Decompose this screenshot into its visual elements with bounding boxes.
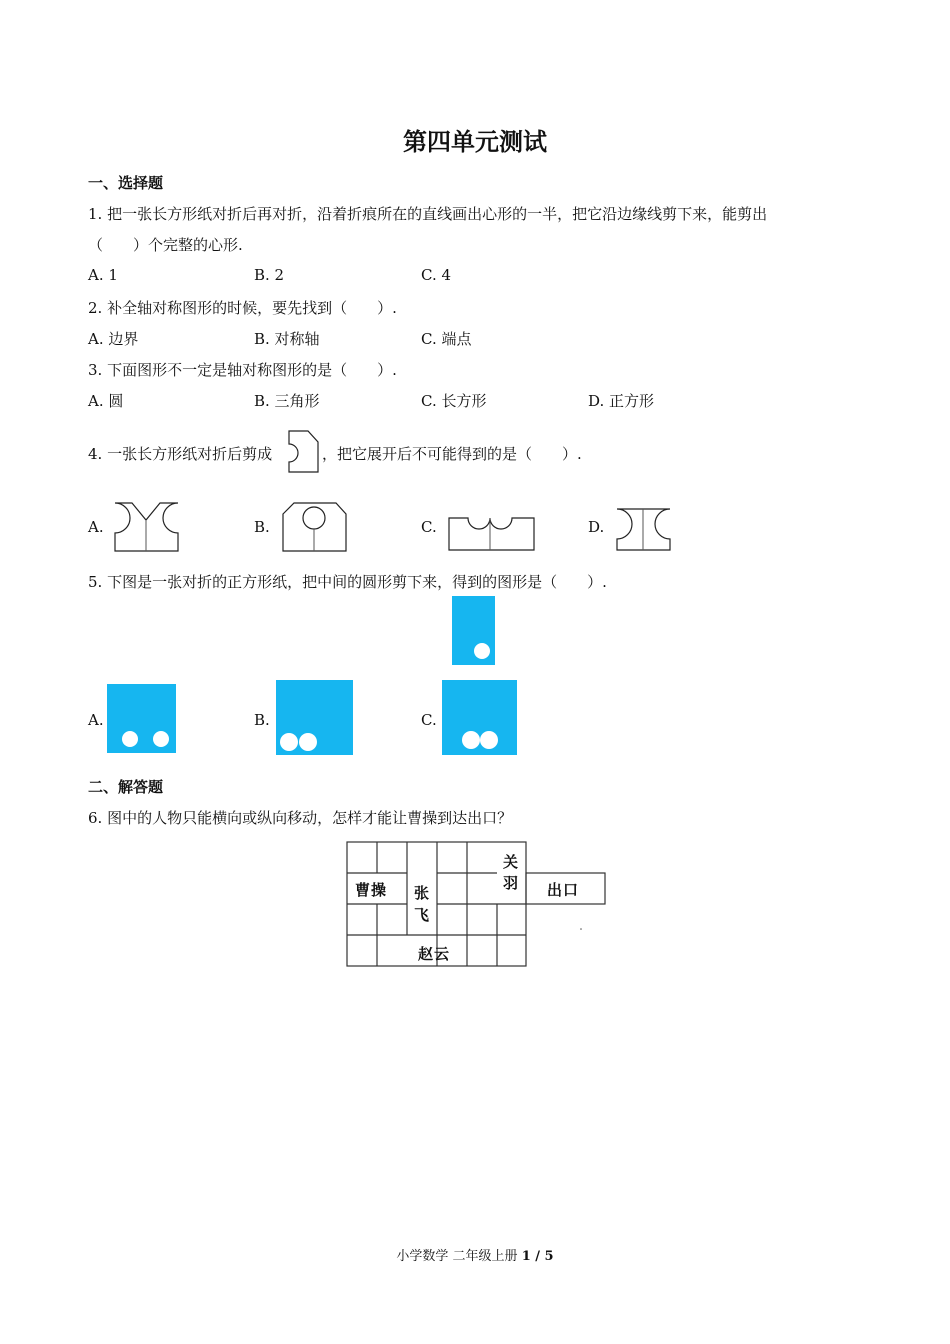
q4-option-d-label[interactable]: D. — [588, 518, 605, 536]
q6-caocao-label: 曹操 — [355, 881, 388, 899]
q1-option-c[interactable]: C. 4 — [421, 266, 452, 284]
q6-guanyu-label-1: 关 — [503, 853, 519, 871]
section-answer-heading: 二、解答题 — [88, 778, 164, 796]
q5-text: 5. 下图是一张对折的正方形纸，把中间的圆形剪下来，得到的图形是（ ）. — [88, 573, 607, 591]
footer-text: 小学数学 二年级上册 — [396, 1249, 522, 1264]
q5-folded-paper-figure — [452, 596, 496, 666]
q1-text-line2: （ ）个完整的心形. — [88, 236, 243, 254]
q6-text: 6. 图中的人物只能横向或纵向移动，怎样才能让曹操到达出口？ — [88, 809, 513, 827]
q3-option-a[interactable]: A. 圆 — [88, 392, 124, 410]
q6-zhangfei-label-2: 飞 — [414, 906, 430, 924]
q3-text: 3. 下面图形不一定是轴对称图形的是（ ）. — [88, 361, 397, 379]
q2-text: 2. 补全轴对称图形的时候，要先找到（ ）. — [88, 299, 397, 317]
q3-option-c[interactable]: C. 长方形 — [421, 392, 487, 410]
q5-option-c-figure[interactable] — [442, 680, 518, 756]
q4-option-a-figure[interactable] — [112, 500, 182, 554]
q4-option-b-label[interactable]: B. — [254, 518, 270, 536]
q2-option-b[interactable]: B. 对称轴 — [254, 330, 320, 348]
q6-exit-label: 出口 — [547, 881, 580, 899]
q1-text-line1: 1. 把一张长方形纸对折后再对折，沿着折痕所在的直线画出心形的一半，把它沿边缘线剪下来，能剪出 — [88, 205, 768, 223]
q4-text-before: 4. 一张长方形纸对折后剪成 — [88, 445, 273, 463]
q4-option-d-figure[interactable] — [614, 506, 676, 554]
q4-text-after: ，把它展开后不可能得到的是（ ）. — [322, 445, 582, 463]
q2-option-c[interactable]: C. 端点 — [421, 330, 472, 348]
q5-option-a-figure[interactable] — [107, 684, 177, 754]
q5-option-a-label[interactable]: A. — [88, 711, 104, 729]
q6-zhaoyun-label: 赵云 — [418, 945, 451, 963]
q4-option-c-figure[interactable] — [446, 510, 538, 554]
q3-option-b[interactable]: B. 三角形 — [254, 392, 320, 410]
q4-option-b-figure[interactable] — [280, 500, 350, 554]
q4-cut-shape-figure — [286, 428, 322, 476]
section-choice-heading: 一、选择题 — [88, 174, 164, 192]
q5-option-b-figure[interactable] — [276, 680, 354, 756]
page-footer — [0, 1245, 950, 1264]
q4-option-a-label[interactable]: A. — [88, 518, 104, 536]
q3-option-d[interactable]: D. 正方形 — [588, 392, 655, 410]
q2-option-a[interactable]: A. 边界 — [88, 330, 139, 348]
q1-option-a[interactable]: A. 1 — [88, 266, 118, 284]
q4-option-c-label[interactable]: C. — [421, 518, 437, 536]
q1-option-b[interactable]: B. 2 — [254, 266, 285, 284]
page-title: 第四单元测试 — [403, 128, 547, 156]
q6-grid-figure — [346, 841, 608, 969]
q6-zhangfei-label-1: 张 — [414, 884, 430, 902]
page-number: 1 / 5 — [521, 1249, 554, 1264]
q6-guanyu-label-2: 羽 — [503, 874, 519, 892]
q5-option-c-label[interactable]: C. — [421, 711, 437, 729]
q5-option-b-label[interactable]: B. — [254, 711, 270, 729]
